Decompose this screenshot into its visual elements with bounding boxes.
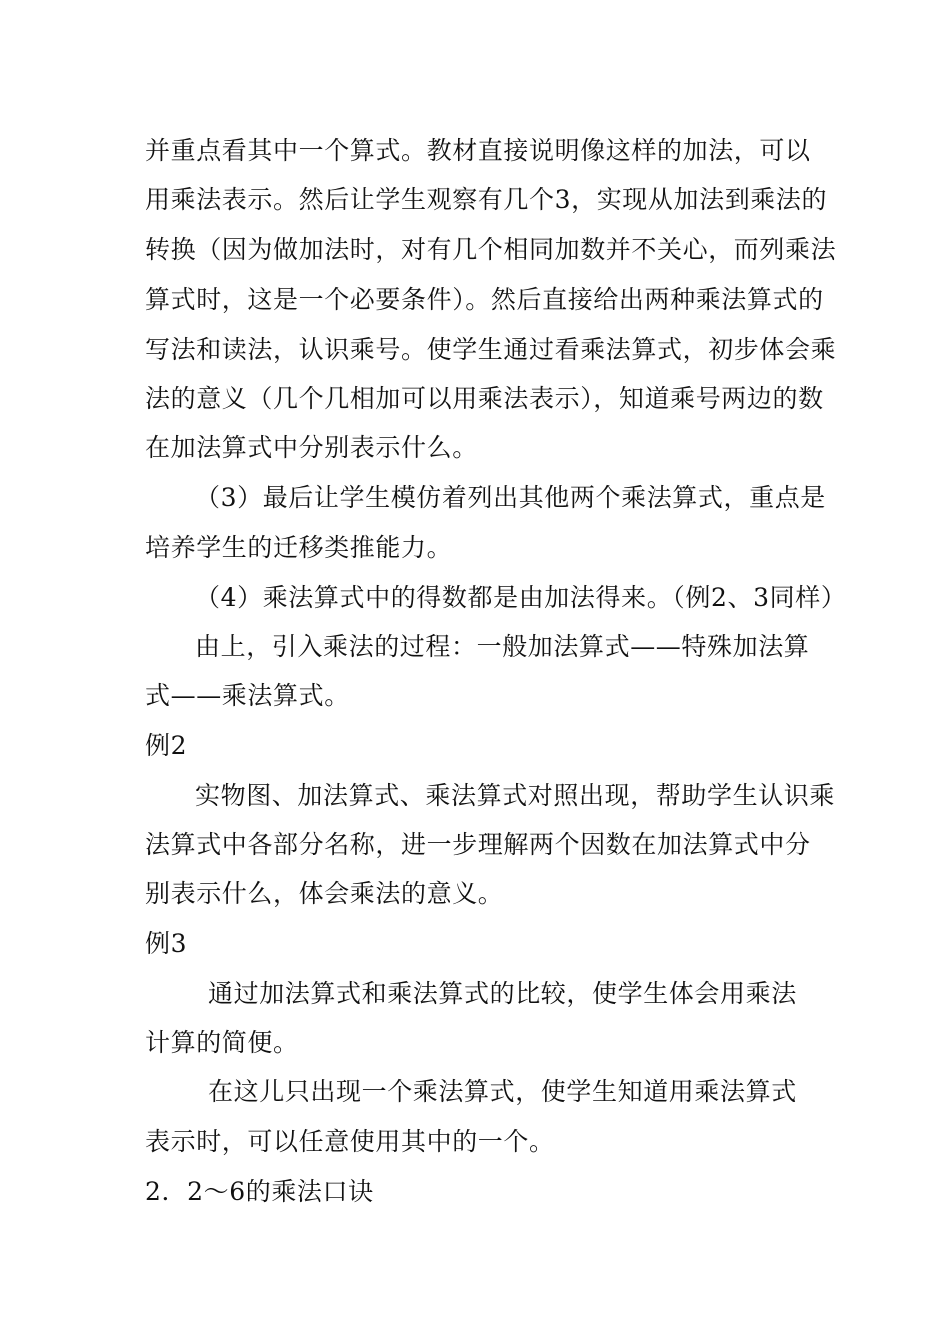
text-line-4: 算式时，这是一个必要条件）。然后直接给出两种乘法算式的: [145, 285, 824, 314]
text-line-15: 法算式中各部分名称，进一步理解两个因数在加法算式中分: [145, 830, 811, 859]
text-line-2: 用乘法表示。然后让学生观察有几个3，实现从加法到乘法的: [145, 185, 828, 214]
text-line-5: 写法和读法，认识乘号。使学生通过看乘法算式，初步体会乘: [145, 335, 837, 364]
section-heading-2: 2．2～6的乘法口诀: [145, 1177, 374, 1206]
text-line-11: 由上，引入乘法的过程：一般加法算式——特殊加法算: [195, 632, 810, 661]
text-line-3: 转换（因为做加法时，对有几个相同加数并不关心，而列乘法: [145, 235, 837, 264]
text-line-8: （3）最后让学生模仿着列出其他两个乘法算式，重点是: [195, 483, 826, 512]
text-line-20: 在这儿只出现一个乘法算式，使学生知道用乘法算式: [208, 1077, 797, 1106]
example-3-heading: 例3: [145, 929, 188, 958]
text-line-19: 计算的简便。: [145, 1028, 299, 1057]
text-line-21: 表示时，可以任意使用其中的一个。: [145, 1127, 555, 1156]
text-line-10: （4）乘法算式中的得数都是由加法得来。（例2、3同样）: [195, 583, 847, 612]
text-line-12: 式——乘法算式。: [145, 681, 350, 710]
text-line-6: 法的意义（几个几相加可以用乘法表示），知道乘号两边的数: [145, 384, 824, 413]
example-2-heading: 例2: [145, 731, 188, 760]
text-line-7: 在加法算式中分别表示什么。: [145, 433, 478, 462]
text-line-18: 通过加法算式和乘法算式的比较，使学生体会用乘法: [208, 979, 797, 1008]
text-line-1: 并重点看其中一个算式。教材直接说明像这样的加法，可以: [145, 136, 811, 165]
text-line-9: 培养学生的迁移类推能力。: [145, 533, 453, 562]
text-line-14: 实物图、加法算式、乘法算式对照出现，帮助学生认识乘: [195, 781, 836, 810]
text-line-16: 别表示什么，体会乘法的意义。: [145, 879, 504, 908]
